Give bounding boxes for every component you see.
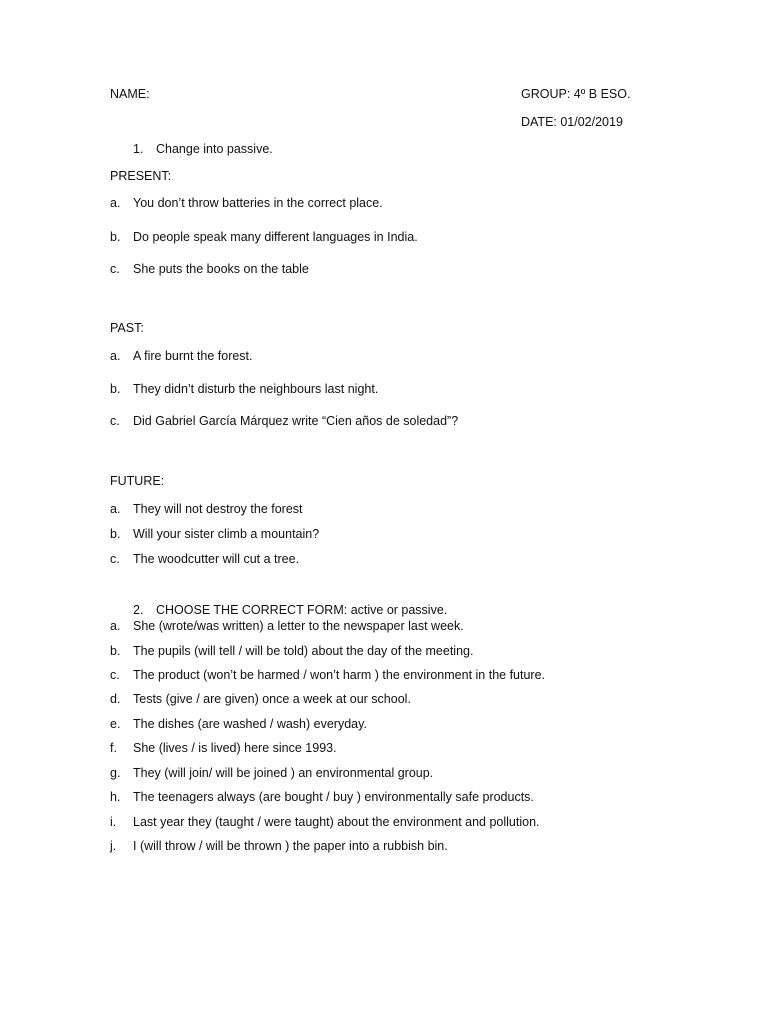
present-item-marker: a. (110, 196, 121, 210)
exercise-1-title: Change into passive. (156, 142, 273, 156)
choice-item-text: She (wrote/was written) a letter to the newspaper last week. (133, 619, 464, 633)
future-item-text: The woodcutter will cut a tree. (133, 552, 300, 566)
future-heading: FUTURE: (110, 474, 165, 488)
choice-item-text: The dishes (are washed / wash) everyday. (133, 717, 367, 731)
exercise-1-number: 1. (133, 142, 144, 156)
present-item-text: You don’t throw batteries in the correct place. (133, 196, 383, 210)
future-item-text: They will not destroy the forest (133, 502, 303, 516)
choice-item-text: The teenagers always (are bought / buy ) environmentally safe products. (133, 790, 534, 804)
choice-item-text: She (lives / is lived) here since 1993. (133, 741, 337, 755)
future-item-marker: b. (110, 527, 121, 541)
choice-item-text: They (will join/ will be joined ) an environmental group. (133, 766, 434, 780)
future-item-text: Will your sister climb a mountain? (133, 527, 320, 541)
name-label: NAME: (110, 87, 150, 101)
present-item-marker: c. (110, 262, 120, 276)
choice-item-marker: i. (110, 815, 117, 829)
choice-item-marker: a. (110, 619, 121, 633)
past-item-text: They didn’t disturb the neighbours last night. (133, 382, 379, 396)
present-heading: PRESENT: (110, 169, 172, 183)
choice-item-text: The pupils (will tell / will be told) about the day of the meeting. (133, 644, 474, 658)
present-item-text: Do people speak many different languages in India. (133, 230, 418, 244)
present-item-marker: b. (110, 230, 121, 244)
choice-item-text: Last year they (taught / were taught) about the environment and pollution. (133, 815, 540, 829)
choice-item-marker: j. (110, 839, 117, 853)
choice-item-marker: e. (110, 717, 121, 731)
exercise-2-number: 2. (133, 603, 144, 617)
choice-item-text: The product (won’t be harmed / won’t harm ) the environment in the future. (133, 668, 546, 682)
past-item-text: Did Gabriel García Márquez write “Cien años de soledad”? (133, 414, 459, 428)
choice-item-marker: c. (110, 668, 120, 682)
exercise-2-title: CHOOSE THE CORRECT FORM: active or passive. (156, 603, 448, 617)
choice-item-marker: d. (110, 692, 121, 706)
future-item-marker: a. (110, 502, 121, 516)
group-label: GROUP: 4º B ESO. (521, 87, 631, 101)
choice-item-marker: g. (110, 766, 121, 780)
date-label: DATE: 01/02/2019 (521, 115, 623, 129)
choice-item-text: Tests (give / are given) once a week at our school. (133, 692, 411, 706)
choice-item-marker: h. (110, 790, 121, 804)
past-item-marker: b. (110, 382, 121, 396)
future-item-marker: c. (110, 552, 120, 566)
past-item-marker: c. (110, 414, 120, 428)
present-item-text: She puts the books on the table (133, 262, 309, 276)
past-heading: PAST: (110, 321, 144, 335)
choice-item-marker: f. (110, 741, 117, 755)
choice-item-text: I (will throw / will be thrown ) the paper into a rubbish bin. (133, 839, 448, 853)
past-item-marker: a. (110, 349, 121, 363)
past-item-text: A fire burnt the forest. (133, 349, 253, 363)
choice-item-marker: b. (110, 644, 121, 658)
